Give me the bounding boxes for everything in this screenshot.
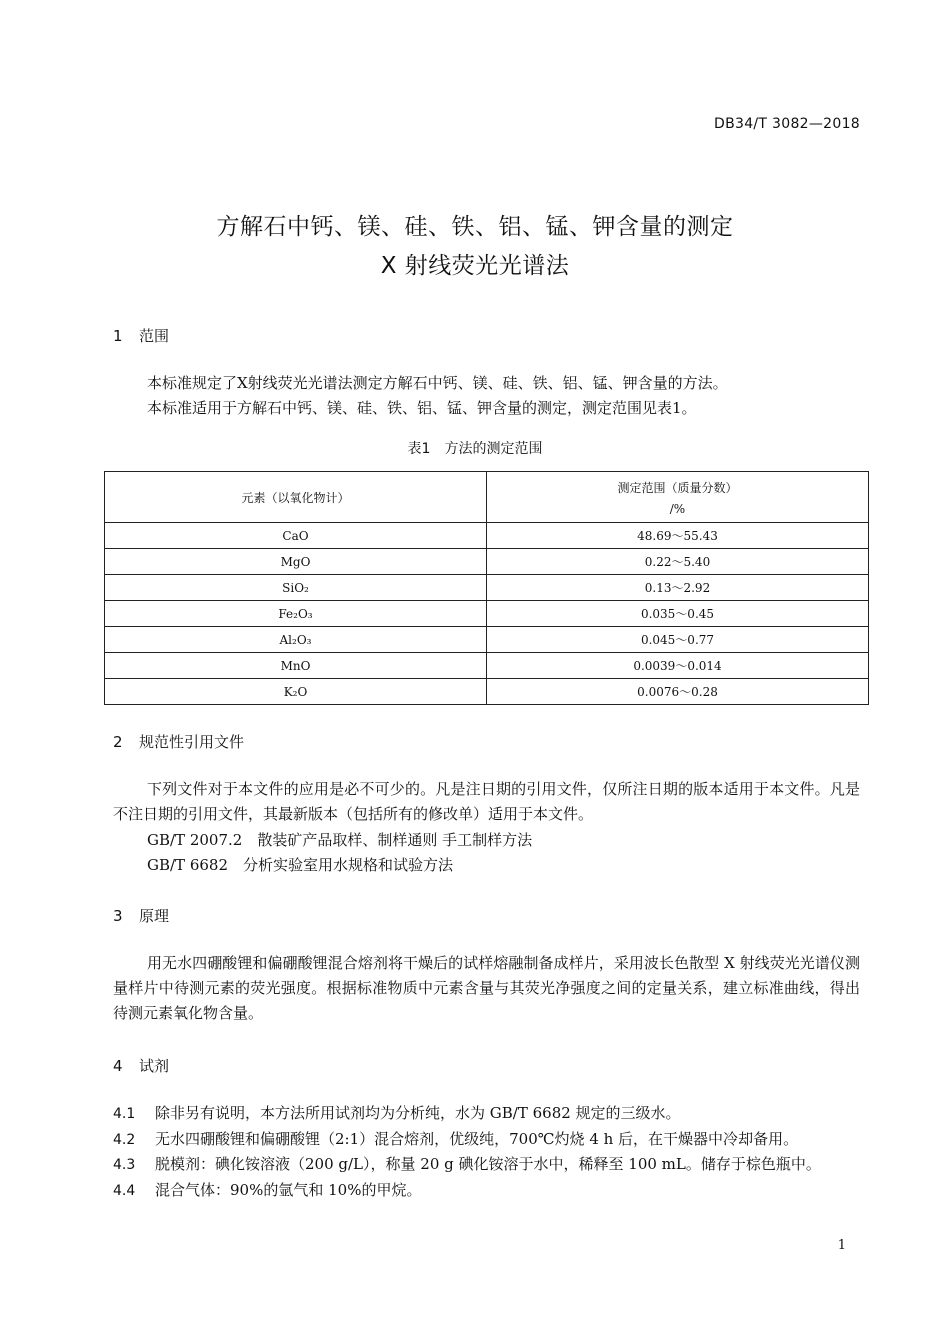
reagent-item-number: 4.1 (113, 1106, 136, 1122)
section-2-body (113, 777, 860, 827)
section-1-body (113, 371, 860, 421)
element-cell: Fe₂O₃ (105, 601, 487, 627)
table-row (105, 679, 869, 705)
reagent-item-text: 无水四硼酸锂和偏硼酸锂（2:1）混合熔剂，优级纯，700℃灼烧 4 h 后，在干燥器中冷却备用。 (155, 1130, 799, 1148)
measurement-range-table (104, 471, 869, 705)
element-cell: MnO (105, 653, 487, 679)
reagent-item-text: 除非另有说明，本方法所用试剂均为分析纯，水为 GB/T 6682 规定的三级水。 (155, 1104, 681, 1122)
table-row (105, 549, 869, 575)
element-cell: CaO (105, 523, 487, 549)
header-range-unit: /% (669, 501, 686, 516)
table-row (105, 523, 869, 549)
reagent-item-number: 4.2 (113, 1132, 136, 1148)
range-cell: 0.22～5.40 (487, 549, 869, 575)
section-1-paragraph-2: 本标准适用于方解石中钙、镁、硅、铁、铝、锰、钾含量的测定，测定范围见表1。 (147, 399, 697, 417)
element-cell: Al₂O₃ (105, 627, 487, 653)
section-1-number: 1 (113, 327, 123, 345)
section-2-heading (113, 731, 244, 752)
section-1-title: 范围 (139, 327, 170, 345)
section-3-body (113, 951, 860, 1026)
range-cell: 0.0076～0.28 (487, 679, 869, 705)
reagent-item-number: 4.3 (113, 1157, 136, 1173)
element-cell: SiO₂ (105, 575, 487, 601)
reagent-item (113, 1179, 421, 1200)
reagent-item (113, 1128, 798, 1149)
range-cell: 0.035～0.45 (487, 601, 869, 627)
standard-number: DB34/T 3082—2018 (714, 116, 860, 132)
element-cell: K₂O (105, 679, 487, 705)
section-2-number: 2 (113, 733, 123, 751)
reference-gbt-6682: GB/T 6682 分析实验室用水规格和试验方法 (147, 856, 454, 874)
section-4-heading (113, 1055, 169, 1076)
section-1-paragraph-1: 本标准规定了X射线荧光光谱法测定方解石中钙、镁、硅、铁、铝、锰、钾含量的方法。 (147, 374, 728, 392)
reagent-item-number: 4.4 (113, 1183, 136, 1199)
section-4-title: 试剂 (139, 1057, 170, 1075)
reagent-item-text: 混合气体：90%的氩气和 10%的甲烷。 (155, 1181, 422, 1199)
reagent-item-text: 脱模剂：碘化铵溶液（200 g/L），称量 20 g 碘化铵溶于水中，稀释至 100 mL。储存于棕色瓶中。 (155, 1155, 821, 1173)
table-row (105, 627, 869, 653)
table-row (105, 653, 869, 679)
document-title-line1: 方解石中钙、镁、硅、铁、铝、锰、钾含量的测定 (216, 214, 734, 240)
section-2-paragraph-1: 下列文件对于本文件的应用是必不可少的。凡是注日期的引用文件，仅所注日期的版本适用于本文件。凡是不注日期的引用文件，其最新版本（包括所有的修改单）适用于本文件。 (113, 780, 860, 823)
table-row (105, 575, 869, 601)
section-4-number: 4 (113, 1057, 123, 1075)
section-3-heading (113, 905, 169, 926)
element-cell: MgO (105, 549, 487, 575)
page-number: 1 (837, 1238, 846, 1253)
section-2-title: 规范性引用文件 (139, 733, 245, 751)
table-1-caption: 表1 方法的测定范围 (407, 441, 543, 457)
reagent-item (113, 1102, 681, 1123)
range-cell: 48.69～55.43 (487, 523, 869, 549)
table-header-row (105, 472, 869, 523)
table-row (105, 601, 869, 627)
range-cell: 0.13～2.92 (487, 575, 869, 601)
section-3-number: 3 (113, 907, 123, 925)
section-3-paragraph-1: 用无水四硼酸锂和偏硼酸锂混合熔剂将干燥后的试样熔融制备成样片，采用波长色散型 X 射线荧光光谱仪测量样片中待测元素的荧光强度。根据标准物质中元素含量与其荧光净强度之间的定量关系，建立标准曲线，得出待测元素氧化物含量。 (113, 954, 860, 1022)
header-range-label: 测定范围（质量分数） (617, 480, 738, 495)
range-cell: 0.045～0.77 (487, 627, 869, 653)
section-1-heading (113, 325, 169, 346)
header-element: 元素（以氧化物计） (105, 472, 487, 523)
document-title-line2: X 射线荧光光谱法 (380, 253, 570, 279)
header-range (487, 472, 869, 523)
range-cell: 0.0039～0.014 (487, 653, 869, 679)
reagent-item (113, 1153, 821, 1174)
reference-gbt-2007-2: GB/T 2007.2 散装矿产品取样、制样通则 手工制样方法 (147, 831, 533, 849)
section-3-title: 原理 (139, 907, 170, 925)
